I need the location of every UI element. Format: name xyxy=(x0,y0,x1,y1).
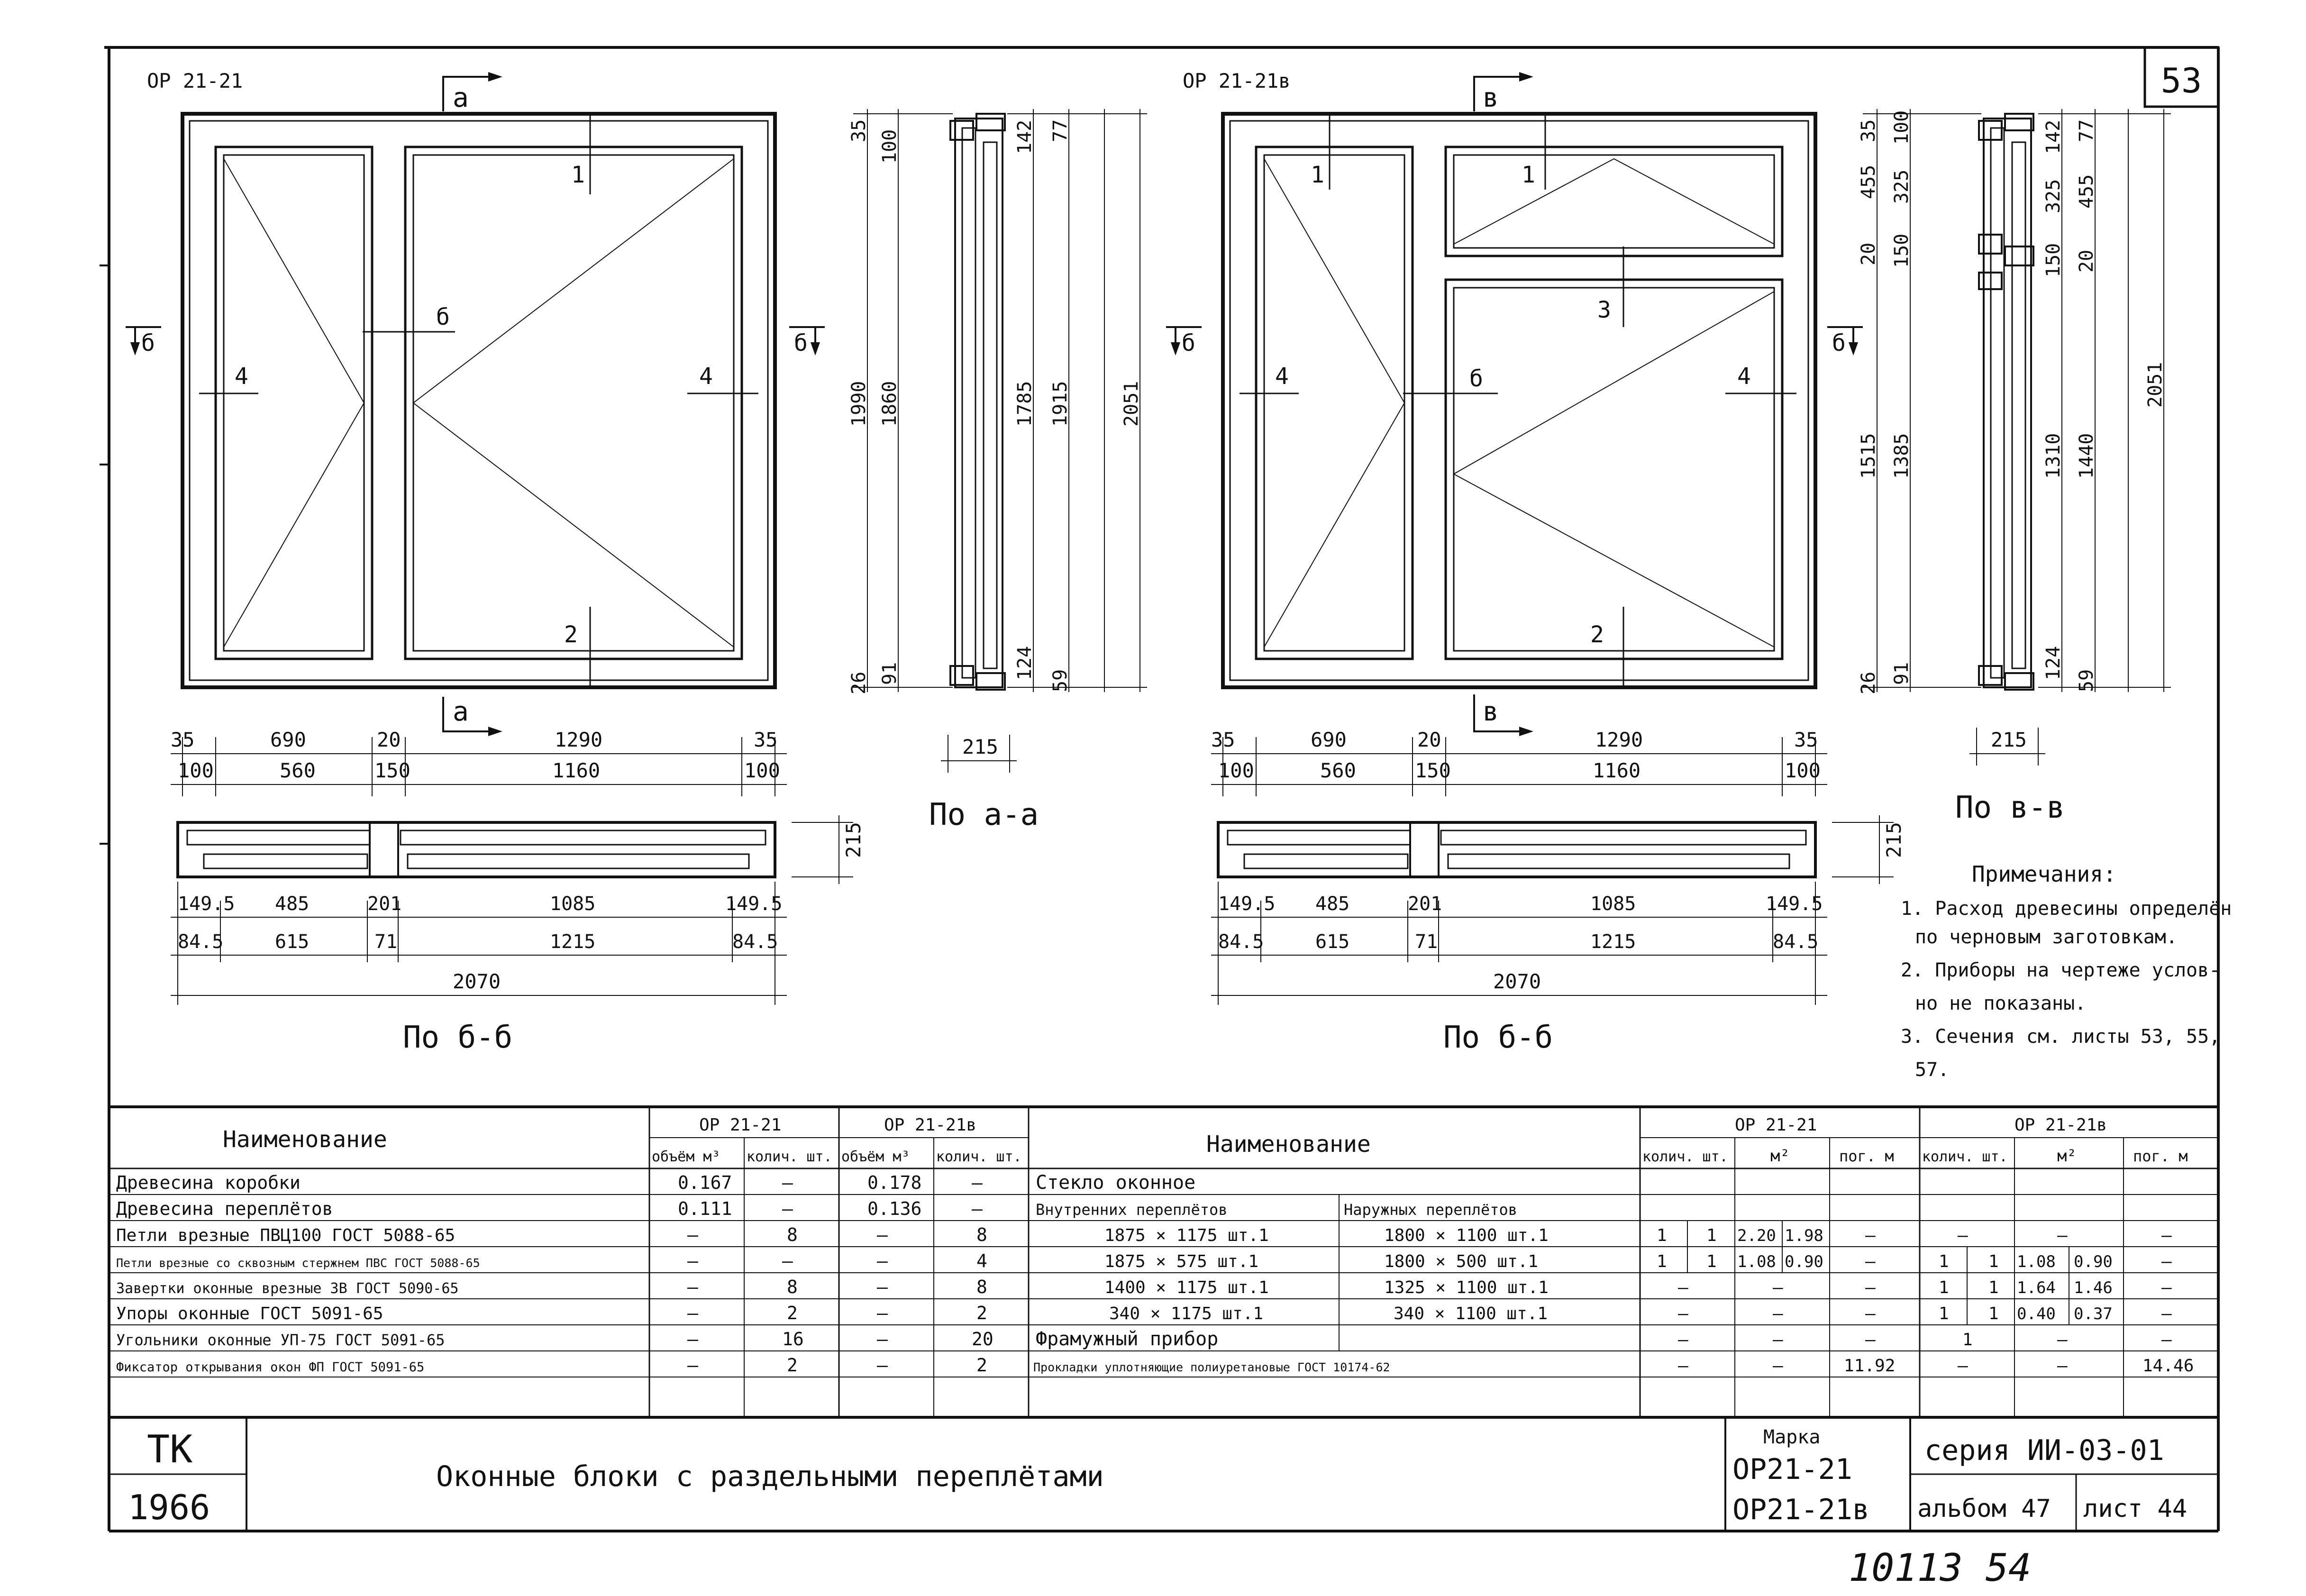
svg-text:но не показаны.: но не показаны. xyxy=(1915,993,2087,1014)
svg-text:0.40: 0.40 xyxy=(2017,1304,2056,1323)
svg-text:149.5: 149.5 xyxy=(1766,893,1823,915)
left-plan-caption: По б-б xyxy=(403,1020,513,1055)
svg-text:по черновым заготовкам.: по черновым заготовкам. xyxy=(1915,926,2178,948)
svg-text:2051: 2051 xyxy=(1121,381,1142,427)
svg-text:1290: 1290 xyxy=(555,728,603,751)
svg-text:—: — xyxy=(2057,1330,2068,1350)
right-callout-2: 2 xyxy=(1590,621,1604,648)
series: серия ИИ-03-01 xyxy=(1924,1434,2164,1467)
svg-text:б: б xyxy=(141,330,155,356)
svg-text:215: 215 xyxy=(962,735,998,758)
svg-text:1.64: 1.64 xyxy=(2017,1278,2056,1297)
svg-text:—: — xyxy=(2161,1226,2172,1245)
svg-text:1785: 1785 xyxy=(1014,381,1036,427)
svg-text:—: — xyxy=(1678,1330,1688,1350)
left-plan-section xyxy=(171,815,865,1055)
svg-text:1: 1 xyxy=(1706,1252,1717,1271)
svg-text:0.136: 0.136 xyxy=(867,1198,922,1219)
right-section-mark-b xyxy=(1166,327,1863,356)
svg-text:Внутренних переплётов: Внутренних переплётов xyxy=(1036,1201,1228,1219)
svg-text:690: 690 xyxy=(270,728,306,751)
svg-text:84.5: 84.5 xyxy=(178,931,224,953)
svg-text:м²: м² xyxy=(2057,1147,2077,1166)
svg-text:2070: 2070 xyxy=(1493,970,1541,993)
sheet-number: 53 xyxy=(2160,61,2202,100)
svg-text:—: — xyxy=(2161,1278,2172,1297)
svg-text:—: — xyxy=(2161,1304,2172,1323)
svg-text:1800 × 1100 шт.1: 1800 × 1100 шт.1 xyxy=(1384,1226,1549,1245)
svg-text:—: — xyxy=(1678,1304,1688,1323)
svg-text:26: 26 xyxy=(848,671,870,694)
right-window-mark: ОР 21-21в xyxy=(1183,69,1291,92)
svg-text:4: 4 xyxy=(976,1250,987,1271)
svg-text:124: 124 xyxy=(1014,646,1036,680)
svg-text:1: 1 xyxy=(1939,1252,1949,1271)
svg-text:—: — xyxy=(2161,1252,2172,1271)
svg-text:35: 35 xyxy=(754,728,778,751)
left-dim-chains xyxy=(171,737,787,796)
svg-text:колич. шт.: колич. шт. xyxy=(1642,1149,1728,1165)
svg-text:455: 455 xyxy=(1858,164,1879,199)
svg-text:1215: 1215 xyxy=(1590,931,1636,953)
svg-text:100: 100 xyxy=(1785,759,1821,782)
svg-text:690: 690 xyxy=(1311,728,1347,751)
svg-text:1385: 1385 xyxy=(1891,433,1913,479)
svg-text:—: — xyxy=(2161,1330,2172,1350)
svg-text:1875 × 1175 шт.1: 1875 × 1175 шт.1 xyxy=(1104,1226,1269,1245)
callout-1: 1 xyxy=(571,162,585,188)
svg-text:57.: 57. xyxy=(1915,1059,1950,1081)
svg-text:—: — xyxy=(877,1224,888,1245)
svg-text:1: 1 xyxy=(1988,1278,1999,1297)
svg-text:0.37: 0.37 xyxy=(2074,1304,2113,1323)
section-a-caption: По a-a xyxy=(929,797,1039,832)
svg-text:1800 × 500 шт.1: 1800 × 500 шт.1 xyxy=(1384,1252,1539,1271)
svg-text:14.46: 14.46 xyxy=(2142,1356,2194,1376)
svg-text:Упоры оконные ГОСТ 5091-65: Упоры оконные ГОСТ 5091-65 xyxy=(116,1304,383,1323)
svg-text:—: — xyxy=(687,1303,698,1323)
svg-text:ОР 21-21в: ОР 21-21в xyxy=(2014,1115,2107,1135)
svg-text:2: 2 xyxy=(976,1303,987,1323)
svg-text:—: — xyxy=(877,1355,888,1376)
svg-text:71: 71 xyxy=(374,931,398,953)
svg-text:—: — xyxy=(2057,1226,2068,1245)
svg-text:1.46: 1.46 xyxy=(2074,1278,2113,1297)
svg-text:142: 142 xyxy=(2042,119,2064,154)
svg-text:1.98: 1.98 xyxy=(1785,1226,1823,1245)
svg-text:1: 1 xyxy=(1939,1278,1949,1297)
svg-text:100: 100 xyxy=(1218,759,1254,782)
svg-text:1.08: 1.08 xyxy=(2017,1252,2056,1271)
svg-text:—: — xyxy=(1773,1304,1783,1323)
left-section-mark-b xyxy=(126,327,825,356)
svg-text:—: — xyxy=(1865,1252,1876,1271)
svg-text:б: б xyxy=(794,330,808,356)
svg-text:Петли врезные ПВЦ100 ГОСТ 5088: Петли врезные ПВЦ100 ГОСТ 5088-65 xyxy=(116,1226,456,1245)
svg-text:Фиксатор открывания окон ФП ГО: Фиксатор открывания окон ФП ГОСТ 5091-65 xyxy=(116,1360,425,1375)
right-plan-caption: По б-б xyxy=(1443,1020,1553,1055)
svg-text:59: 59 xyxy=(2076,669,2097,692)
svg-text:a: a xyxy=(453,696,469,727)
svg-text:0.111: 0.111 xyxy=(678,1198,732,1219)
spec-left-header: Наименование xyxy=(223,1126,387,1153)
svg-text:149.5: 149.5 xyxy=(725,893,783,915)
svg-text:—: — xyxy=(877,1303,888,1323)
svg-text:35: 35 xyxy=(848,119,870,142)
svg-text:20: 20 xyxy=(1858,242,1879,265)
svg-text:340 × 1100 шт.1: 340 × 1100 шт.1 xyxy=(1394,1304,1548,1323)
svg-text:—: — xyxy=(877,1329,888,1350)
svg-text:—: — xyxy=(1958,1356,1968,1376)
svg-text:1875 × 575 шт.1: 1875 × 575 шт.1 xyxy=(1104,1252,1259,1271)
svg-text:a: a xyxy=(453,82,469,113)
svg-text:8: 8 xyxy=(787,1277,798,1297)
svg-text:149.5: 149.5 xyxy=(178,893,235,915)
svg-text:—: — xyxy=(972,1198,983,1219)
svg-text:20: 20 xyxy=(377,728,401,751)
svg-text:в: в xyxy=(1483,82,1499,113)
svg-text:Завертки оконные врезные ЗВ ГО: Завертки оконные врезные ЗВ ГОСТ 5090-65 xyxy=(116,1280,459,1297)
svg-text:560: 560 xyxy=(1320,759,1356,782)
svg-text:—: — xyxy=(782,1172,793,1193)
svg-text:8: 8 xyxy=(976,1277,987,1297)
svg-text:16: 16 xyxy=(782,1329,804,1350)
svg-text:455: 455 xyxy=(2076,174,2097,209)
svg-text:615: 615 xyxy=(275,931,310,953)
svg-text:77: 77 xyxy=(2076,119,2097,142)
year: 1966 xyxy=(128,1487,210,1527)
mark-1: ОР21-21 xyxy=(1732,1453,1852,1486)
svg-text:77: 77 xyxy=(1049,119,1071,142)
right-callout-1b: 1 xyxy=(1522,162,1535,188)
callout-4a: 4 xyxy=(235,363,248,390)
svg-text:215: 215 xyxy=(1882,822,1905,858)
svg-text:20: 20 xyxy=(1417,728,1441,751)
svg-text:485: 485 xyxy=(275,893,310,915)
svg-text:1. Расход древесины определён: 1. Расход древесины определён xyxy=(1901,898,2232,920)
svg-text:—: — xyxy=(687,1224,698,1245)
sheet-number-box xyxy=(2145,47,2218,107)
section-v-caption: По в-в xyxy=(1955,790,2065,825)
section-a-a xyxy=(848,109,1147,832)
svg-text:1085: 1085 xyxy=(550,893,596,915)
svg-text:100: 100 xyxy=(178,759,214,782)
svg-text:1400 × 1175 шт.1: 1400 × 1175 шт.1 xyxy=(1104,1278,1269,1297)
spec-left-rows xyxy=(116,1172,993,1376)
svg-text:Фрамужный прибор: Фрамужный прибор xyxy=(1036,1328,1219,1350)
svg-text:—: — xyxy=(1865,1304,1876,1323)
svg-text:колич. шт.: колич. шт. xyxy=(747,1149,832,1165)
svg-text:2: 2 xyxy=(976,1355,987,1376)
svg-text:1310: 1310 xyxy=(2042,433,2064,479)
svg-text:в: в xyxy=(1483,696,1499,727)
svg-text:0.178: 0.178 xyxy=(867,1172,922,1193)
svg-text:1: 1 xyxy=(1939,1304,1949,1323)
svg-text:1915: 1915 xyxy=(1049,381,1071,427)
spec-right-header: Наименование xyxy=(1206,1131,1371,1158)
svg-text:1160: 1160 xyxy=(552,759,601,782)
svg-text:1: 1 xyxy=(1988,1304,1999,1323)
svg-text:Древесина переплётов: Древесина переплётов xyxy=(116,1198,333,1219)
svg-text:2051: 2051 xyxy=(2144,362,2166,408)
svg-text:142: 142 xyxy=(1014,119,1036,154)
svg-text:100: 100 xyxy=(744,759,780,782)
svg-text:124: 124 xyxy=(2042,646,2064,680)
svg-text:0.90: 0.90 xyxy=(1785,1252,1823,1271)
handwritten-note: 10113 54 xyxy=(1849,1546,2032,1590)
svg-text:20: 20 xyxy=(972,1329,993,1350)
svg-text:1325 × 1100 шт.1: 1325 × 1100 шт.1 xyxy=(1384,1278,1549,1297)
title-block xyxy=(109,1417,2218,1531)
svg-text:149.5: 149.5 xyxy=(1218,893,1276,915)
svg-text:—: — xyxy=(877,1277,888,1297)
svg-text:59: 59 xyxy=(1049,669,1071,692)
svg-text:Прокладки уплотняющие полиурет: Прокладки уплотняющие полиуретановые ГОСТ 10174-62 xyxy=(1033,1360,1390,1374)
svg-text:б: б xyxy=(1832,330,1846,356)
svg-text:—: — xyxy=(1773,1278,1783,1297)
left-section-mark-a xyxy=(443,72,502,736)
notes-title: Примечания: xyxy=(1972,861,2116,887)
svg-text:—: — xyxy=(782,1250,793,1271)
svg-text:0.90: 0.90 xyxy=(2074,1252,2113,1271)
svg-text:—: — xyxy=(1865,1278,1876,1297)
svg-text:20: 20 xyxy=(2076,249,2097,273)
svg-text:150: 150 xyxy=(1891,233,1913,268)
right-callout-1a: 1 xyxy=(1311,162,1324,188)
svg-text:8: 8 xyxy=(787,1224,798,1245)
svg-text:1: 1 xyxy=(1988,1252,1999,1271)
svg-text:91: 91 xyxy=(879,662,901,685)
svg-text:215: 215 xyxy=(842,822,865,858)
svg-text:35: 35 xyxy=(171,728,195,751)
svg-text:—: — xyxy=(972,1172,983,1193)
notes xyxy=(1901,861,2232,1081)
svg-text:2. Приборы на чертеже услов-: 2. Приборы на чертеже услов- xyxy=(1901,959,2221,981)
svg-text:—: — xyxy=(782,1198,793,1219)
album: альбом 47 xyxy=(1917,1495,2051,1523)
svg-text:1085: 1085 xyxy=(1590,893,1636,915)
svg-text:1990: 1990 xyxy=(848,381,870,427)
svg-text:—: — xyxy=(1678,1356,1688,1376)
svg-text:—: — xyxy=(687,1355,698,1376)
svg-text:1215: 1215 xyxy=(550,931,596,953)
svg-text:Древесина коробки: Древесина коробки xyxy=(116,1172,301,1193)
svg-text:1860: 1860 xyxy=(879,381,901,427)
spec-right-rows xyxy=(1033,1172,2194,1376)
svg-text:ОР 21-21: ОР 21-21 xyxy=(1735,1115,1817,1135)
svg-text:Наружных переплётов: Наружных переплётов xyxy=(1344,1201,1518,1219)
svg-text:0.167: 0.167 xyxy=(678,1172,732,1193)
svg-text:485: 485 xyxy=(1315,893,1350,915)
svg-text:325: 325 xyxy=(2042,179,2064,213)
svg-text:100: 100 xyxy=(879,129,901,164)
right-window-elevation xyxy=(1166,69,1863,796)
mark-2: ОР21-21в xyxy=(1732,1493,1869,1526)
svg-text:2: 2 xyxy=(787,1303,798,1323)
svg-text:560: 560 xyxy=(280,759,316,782)
svg-text:1440: 1440 xyxy=(2076,433,2097,479)
svg-text:150: 150 xyxy=(2042,243,2064,277)
svg-text:325: 325 xyxy=(1891,169,1913,204)
svg-text:84.5: 84.5 xyxy=(732,931,778,953)
svg-text:26: 26 xyxy=(1858,671,1879,694)
callout-2: 2 xyxy=(564,621,578,648)
svg-text:1: 1 xyxy=(1657,1226,1667,1245)
svg-text:Стекло оконное: Стекло оконное xyxy=(1036,1172,1196,1194)
mark-label: Марка xyxy=(1763,1426,1821,1448)
svg-text:84.5: 84.5 xyxy=(1773,931,1819,953)
svg-text:615: 615 xyxy=(1315,931,1350,953)
right-callout-4b: 4 xyxy=(1737,363,1751,390)
callout-b: б xyxy=(436,304,450,330)
svg-text:150: 150 xyxy=(1415,759,1451,782)
left-window-elevation xyxy=(126,69,825,796)
svg-text:35: 35 xyxy=(1794,728,1818,751)
right-callout-b: б xyxy=(1469,365,1483,392)
svg-text:объём м³: объём м³ xyxy=(652,1149,720,1165)
svg-text:—: — xyxy=(1773,1330,1783,1350)
svg-text:—: — xyxy=(1958,1226,1968,1245)
svg-text:35: 35 xyxy=(1211,728,1235,751)
svg-text:м²: м² xyxy=(1770,1147,1790,1166)
left-window-mark: ОР 21-21 xyxy=(147,69,243,92)
svg-text:Петли врезные со сквозным стер: Петли врезные со сквозным стержнем ПВС ГОСТ 5088-65 xyxy=(116,1256,480,1270)
svg-text:1160: 1160 xyxy=(1593,759,1641,782)
svg-text:340 × 1175 шт.1: 340 × 1175 шт.1 xyxy=(1109,1304,1264,1323)
svg-text:2: 2 xyxy=(787,1355,798,1376)
right-callout-4a: 4 xyxy=(1275,363,1289,390)
svg-text:пог. м: пог. м xyxy=(1839,1147,1894,1165)
svg-text:71: 71 xyxy=(1415,931,1438,953)
svg-text:100: 100 xyxy=(1891,110,1913,145)
svg-text:1: 1 xyxy=(1962,1330,1973,1350)
svg-text:—: — xyxy=(1865,1226,1876,1245)
svg-text:1515: 1515 xyxy=(1858,433,1879,479)
svg-text:ОР 21-21: ОР 21-21 xyxy=(699,1115,782,1135)
callout-4b: 4 xyxy=(699,363,713,390)
svg-text:215: 215 xyxy=(1991,728,2027,751)
svg-text:—: — xyxy=(687,1250,698,1271)
right-plan-section xyxy=(1211,815,1905,1055)
svg-text:3. Сечения см. листы 53, 55,: 3. Сечения см. листы 53, 55, xyxy=(1901,1026,2221,1048)
svg-text:—: — xyxy=(687,1277,698,1297)
svg-text:—: — xyxy=(877,1250,888,1271)
svg-text:объём м³: объём м³ xyxy=(841,1149,910,1165)
svg-text:пог. м: пог. м xyxy=(2133,1147,2188,1165)
svg-text:84.5: 84.5 xyxy=(1218,931,1264,953)
svg-text:—: — xyxy=(2057,1356,2068,1376)
svg-text:35: 35 xyxy=(1858,119,1879,142)
svg-text:б: б xyxy=(1182,330,1195,356)
svg-text:Угольники оконные УП-75 ГОСТ 5: Угольники оконные УП-75 ГОСТ 5091-65 xyxy=(116,1331,445,1349)
svg-text:—: — xyxy=(1678,1278,1688,1297)
svg-text:—: — xyxy=(1773,1356,1783,1376)
svg-text:2070: 2070 xyxy=(453,970,501,993)
svg-text:91: 91 xyxy=(1891,662,1913,685)
svg-text:1: 1 xyxy=(1657,1252,1667,1271)
svg-text:ОР 21-21в: ОР 21-21в xyxy=(884,1115,977,1135)
sheet: лист 44 xyxy=(2083,1495,2188,1523)
svg-text:11.92: 11.92 xyxy=(1844,1356,1896,1376)
svg-text:150: 150 xyxy=(374,759,410,782)
svg-text:—: — xyxy=(1865,1330,1876,1350)
svg-text:колич. шт.: колич. шт. xyxy=(1922,1149,2008,1165)
right-callout-3: 3 xyxy=(1597,297,1611,323)
org-code: ТК xyxy=(147,1427,193,1471)
svg-text:201: 201 xyxy=(1408,893,1442,915)
svg-text:2.20: 2.20 xyxy=(1737,1226,1776,1245)
svg-text:1.08: 1.08 xyxy=(1737,1252,1776,1271)
svg-text:колич. шт.: колич. шт. xyxy=(936,1149,1022,1165)
section-v-v xyxy=(1858,109,2171,825)
svg-text:1: 1 xyxy=(1706,1226,1717,1245)
svg-text:—: — xyxy=(687,1329,698,1350)
drawing-title: Оконные блоки с раздельными переплётами xyxy=(436,1460,1104,1493)
svg-text:201: 201 xyxy=(367,893,402,915)
svg-text:8: 8 xyxy=(976,1224,987,1245)
svg-text:1290: 1290 xyxy=(1595,728,1643,751)
